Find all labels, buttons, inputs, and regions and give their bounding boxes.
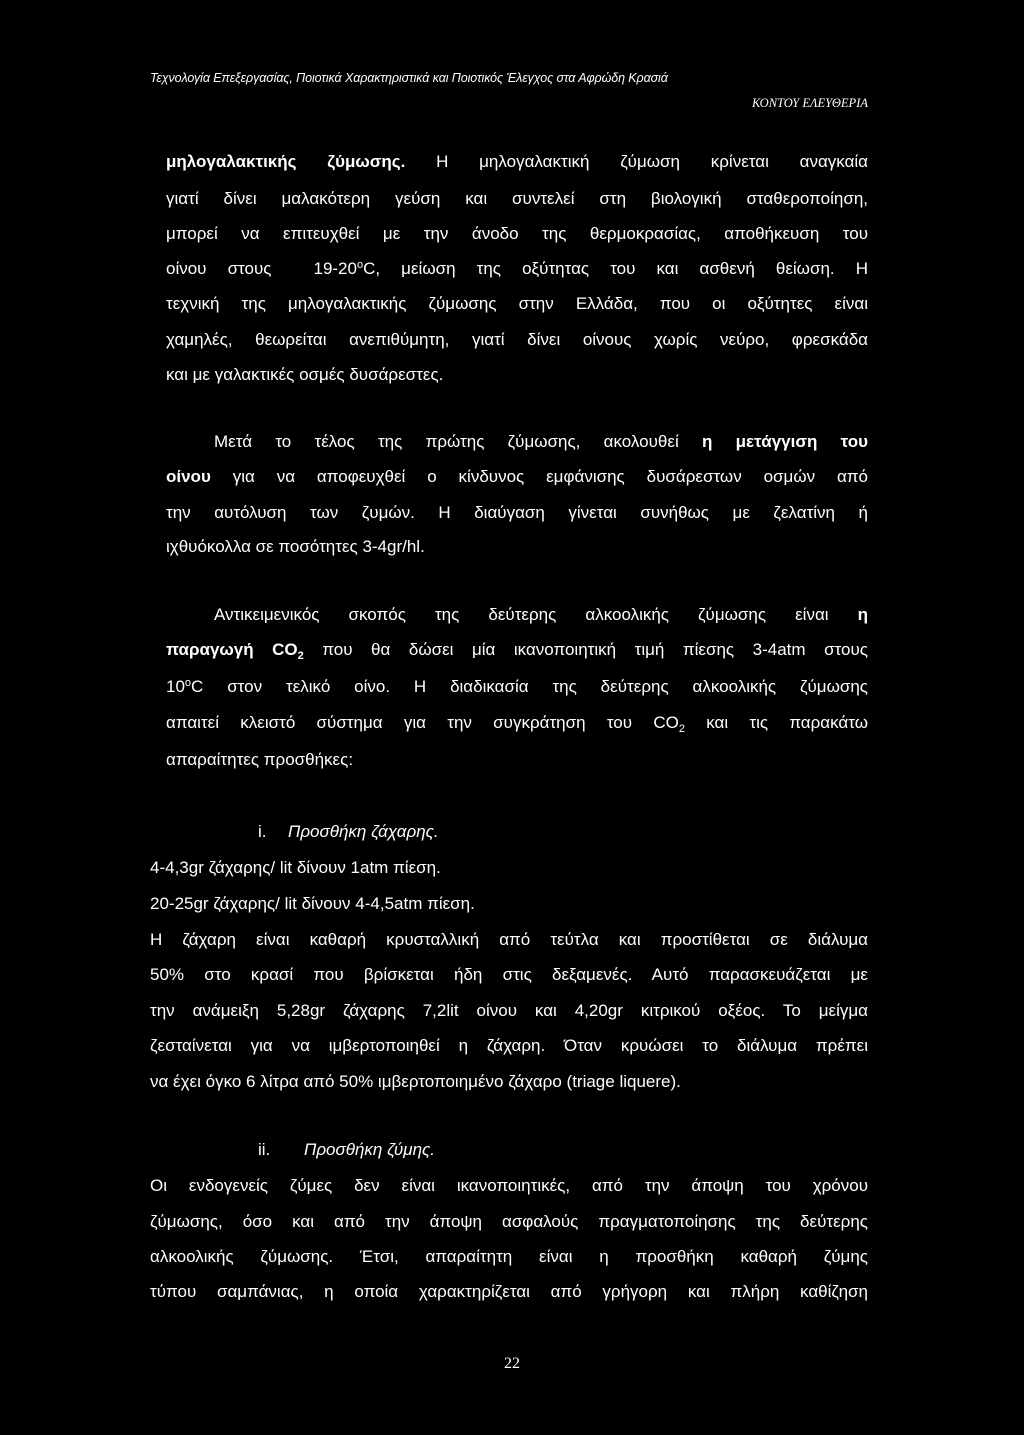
text-line: ιχθυόκολλα σε ποσότητες 3-4gr/hl. xyxy=(166,537,425,556)
text-line: χαμηλές, θεωρείται ανεπιθύμητη, γιατί δίνει οίνους χωρίς νεύρο, φρεσκάδα xyxy=(166,330,868,349)
bold-term: παραγωγή $CO_2$ xyxy=(166,640,304,662)
running-header-title: Τεχνολογία Επεξεργασίας, Ποιοτικά Χαρακτηριστικά και Ποιοτικός Έλεγχος στα Αφρώδη Κρασιά xyxy=(150,71,668,85)
running-header-author: ΚΟΝΤΟΥ ΕΛΕΥΘΕΡΙΑ xyxy=(752,96,868,110)
list-item-title: Προσθήκη ζύμης. xyxy=(304,1140,436,1159)
text-line: τύπου σαμπάνιας, η οποία χαρακτηρίζεται από γρήγορη και πλήρη καθίζηση xyxy=(150,1282,868,1301)
text-line: Μετά το τέλος της πρώτης ζύμωσης, ακολουθεί η μετάγγιση του xyxy=(214,432,869,451)
text-line: αλκοολικής ζύμωσης. Έτσι, απαραίτητη είναι η προσθήκη καθαρή ζύμης xyxy=(150,1247,868,1266)
text-line: να έχει όγκο 6 λίτρα από 50% ιμβερτοποιημένο ζάχαρο (triage liquere). xyxy=(150,1072,681,1091)
bold-term: μηλογαλακτικής ζύμωσης. xyxy=(166,152,406,171)
text-line: ζύμωσης, όσο και από την άποψη ασφαλούς πραγματοποίησης της δεύτερης xyxy=(150,1212,868,1231)
bold-term: η μετάγγιση του xyxy=(702,432,869,451)
list-marker: i. xyxy=(258,822,267,841)
text-line: 4-4,3gr ζάχαρης/ lit δίνουν 1atm πίεση. xyxy=(150,858,441,877)
text-line: Οι ενδογενείς ζύμες δεν είναι ικανοποιητικές, από την άποψη του χρόνου xyxy=(150,1176,868,1195)
page-number: 22 xyxy=(504,1355,520,1372)
list-item-title: Προσθήκη ζάχαρης. xyxy=(288,822,439,841)
bold-term: οίνου xyxy=(166,467,211,486)
text-line: απαιτεί κλειστό σύστημα για την συγκράτηση του $CO_2$ και τις παρακάτω xyxy=(166,713,869,735)
text-line: 10$^o$C στον τελικό οίνο. Η διαδικασία της δεύτερης αλκοολικής ζύμωσης xyxy=(166,677,868,696)
list-marker: ii. xyxy=(258,1140,271,1159)
text-line: γιατί δίνει μαλακότερη γεύση και συντελεί στη βιολογική σταθεροποίηση, xyxy=(166,189,868,208)
text-line: απαραίτητες προσθήκες: xyxy=(166,750,354,769)
text-line: οίνου για να αποφευχθεί ο κίνδυνος εμφάνισης δυσάρεστων οσμών από xyxy=(166,467,868,486)
text-line: μπορεί να επιτευχθεί με την άνοδο της θερμοκρασίας, αποθήκευση του xyxy=(166,224,868,243)
text-line: και με γαλακτικές οσμές δυσάρεστες. xyxy=(166,365,444,384)
text-line: την ανάμειξη 5,28gr ζάχαρης 7,2lit οίνου και 4,20gr κιτρικού οξέος. Το μείγμα xyxy=(150,1001,868,1020)
text-line: 20-25gr ζάχαρης/ lit δίνουν 4-4,5atm πίεση. xyxy=(150,894,475,913)
text-line: Η ζάχαρη είναι καθαρή κρυσταλλική από τεύτλα και προστίθεται σε διάλυμα xyxy=(150,930,868,949)
bold-term: η xyxy=(857,605,868,624)
text-line: 50% στο κρασί που βρίσκεται ήδη στις δεξαμενές. Αυτό παρασκευάζεται με xyxy=(150,965,868,984)
text-line: παραγωγή $CO_2$ που θα δώσει μία ικανοποιητική τιμή πίεσης 3-4atm στους xyxy=(166,640,868,662)
text-line: την αυτόλυση των ζυμών. Η διαύγαση γίνεται συνήθως με ζελατίνη ή xyxy=(166,503,868,522)
text-line: Αντικειμενικός σκοπός της δεύτερης αλκοολικής ζύμωσης είναι η xyxy=(214,605,868,624)
text-line: μηλογαλακτικής ζύμωσης. Η μηλογαλακτική ζύμωση κρίνεται αναγκαία xyxy=(166,152,869,171)
text-line: οίνου στους 19-20$^o$C, μείωση της οξύτητας του και ασθενή θείωση. Η xyxy=(166,259,868,278)
text-line: τεχνική της μηλογαλακτικής ζύμωσης στην Ελλάδα, που οι οξύτητες είναι xyxy=(166,294,868,313)
text-line: ζεσταίνεται για να ιμβερτοποιηθεί η ζάχαρη. Όταν κρυώσει το διάλυμα πρέπει xyxy=(150,1036,868,1055)
